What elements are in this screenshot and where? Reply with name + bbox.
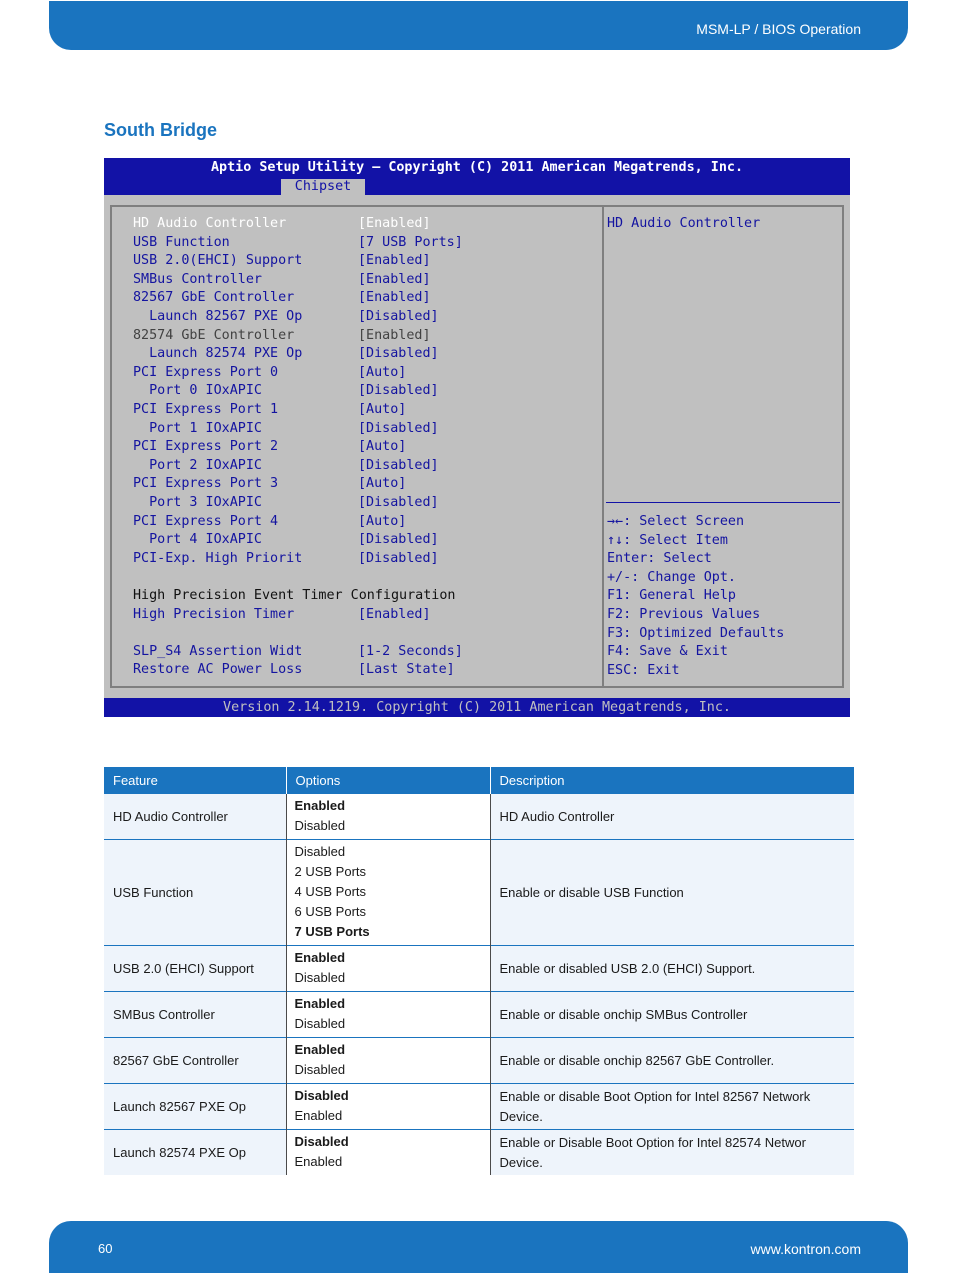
help-separator xyxy=(606,502,840,503)
description-cell: HD Audio Controller xyxy=(490,794,854,840)
description-cell: Enable or disable onchip 82567 GbE Controller. xyxy=(490,1038,854,1084)
option-value: Enabled xyxy=(294,1154,343,1169)
bios-item-label[interactable]: PCI Express Port 2 xyxy=(133,439,279,455)
key-hint: ESC: Exit xyxy=(607,662,680,678)
bios-item-value[interactable]: [Enabled] xyxy=(358,290,431,306)
key-hint: F2: Previous Values xyxy=(607,607,761,622)
bios-item-label[interactable]: SMBus Controller xyxy=(133,271,262,287)
option-value: Disabled xyxy=(294,1062,346,1077)
bios-screenshot xyxy=(104,158,850,717)
bios-item-value[interactable]: [Disabled] xyxy=(358,346,439,362)
option-value: Disabled xyxy=(294,970,346,985)
feature-cell: USB 2.0 (EHCI) Support xyxy=(104,946,286,992)
bios-item-value[interactable]: [Auto] xyxy=(358,513,407,529)
bios-item-value[interactable]: [Auto] xyxy=(358,476,407,492)
bios-item-value[interactable]: [Auto] xyxy=(358,439,407,455)
header-title: MSM-LP / BIOS Operation xyxy=(696,21,861,37)
bios-item-label[interactable]: USB Function xyxy=(133,234,230,250)
bios-item-label[interactable]: PCI-Exp. High Priorit xyxy=(133,550,303,566)
feature-cell: Launch 82567 PXE Op xyxy=(104,1084,286,1130)
key-hint: F4: Save & Exit xyxy=(607,644,728,660)
feature-cell: 82567 GbE Controller xyxy=(104,1038,286,1084)
options-table xyxy=(104,767,854,1175)
option-value: 6 USB Ports xyxy=(294,904,367,919)
bios-item-value[interactable]: [Enabled] xyxy=(358,271,431,287)
bios-item-value[interactable]: [Enabled] xyxy=(358,253,431,269)
table-row xyxy=(104,992,854,1038)
key-hint: +/-: Change Opt. xyxy=(607,569,736,585)
bios-item-label[interactable]: Port 4 IOxAPIC xyxy=(133,532,262,548)
table-row xyxy=(104,1130,854,1176)
bios-item-value[interactable]: [Enabled] xyxy=(358,327,431,343)
description-cell: Enable or disable onchip SMBus Controller xyxy=(490,992,854,1038)
bios-item-label[interactable]: PCI Express Port 1 xyxy=(133,402,279,417)
bios-item-value[interactable]: [Disabled] xyxy=(358,420,439,436)
tab-chipset[interactable]: Chipset xyxy=(281,179,365,195)
bios-item-label[interactable]: 82574 GbE Controller xyxy=(133,327,295,343)
options-cell xyxy=(286,946,490,992)
option-value: 4 USB Ports xyxy=(294,884,367,899)
bios-item-label[interactable]: Launch 82567 PXE Op xyxy=(133,309,303,324)
help-title: HD Audio Controller xyxy=(607,216,761,231)
options-cell xyxy=(286,794,490,840)
table-row xyxy=(104,794,854,840)
description-cell: Enable or disable USB Function xyxy=(490,840,854,946)
header-feature: Feature xyxy=(104,767,286,794)
bios-item-label[interactable]: PCI Express Port 0 xyxy=(133,364,279,380)
option-value: Disabled xyxy=(294,1088,349,1103)
description-cell: Enable or Disable Boot Option for Intel 82574 Networ Device. xyxy=(490,1130,854,1176)
bios-title: Aptio Setup Utility – Copyright (C) 2011 American Megatrends, Inc. xyxy=(210,160,744,175)
options-cell xyxy=(286,992,490,1038)
bios-divider xyxy=(602,205,604,688)
feature-cell: HD Audio Controller xyxy=(104,794,286,840)
description-cell: Enable or disable Boot Option for Intel 82567 Network Device. xyxy=(490,1084,854,1130)
table-row xyxy=(104,840,854,946)
header-description: Description xyxy=(490,767,854,794)
option-value: Enabled xyxy=(294,1108,343,1123)
bios-item-label[interactable]: High Precision Event Timer Configuration xyxy=(133,588,456,603)
key-hint: Enter: Select xyxy=(607,551,712,567)
feature-cell: Launch 82574 PXE Op xyxy=(104,1130,286,1176)
bios-item-value[interactable]: [Disabled] xyxy=(358,495,439,510)
key-hint: F3: Optimized Defaults xyxy=(607,625,785,641)
bios-item-value[interactable]: [Auto] xyxy=(358,402,407,417)
bios-item-label[interactable]: Port 1 IOxAPIC xyxy=(133,420,262,436)
bios-item-value[interactable]: [Disabled] xyxy=(358,532,439,548)
bios-item-label[interactable]: USB 2.0(EHCI) Support xyxy=(133,253,303,269)
table-row xyxy=(104,946,854,992)
bios-item-value[interactable]: [Disabled] xyxy=(358,550,439,566)
bios-item-value[interactable]: [Auto] xyxy=(358,364,407,380)
options-cell xyxy=(286,1038,490,1084)
option-value: Disabled xyxy=(294,1016,346,1031)
bios-item-label[interactable]: Port 0 IOxAPIC xyxy=(133,383,262,399)
bios-item-value[interactable]: [Disabled] xyxy=(358,309,439,324)
feature-cell: SMBus Controller xyxy=(104,992,286,1038)
bios-item-label[interactable]: Launch 82574 PXE Op xyxy=(133,346,303,362)
key-hint: →←: Select Screen xyxy=(607,514,745,529)
feature-cell: USB Function xyxy=(104,840,286,946)
bios-item-label[interactable]: Restore AC Power Loss xyxy=(133,662,303,678)
options-cell xyxy=(286,1130,490,1176)
option-value: Disabled xyxy=(294,1134,349,1149)
table-row xyxy=(104,1038,854,1084)
bios-item-label[interactable]: 82567 GbE Controller xyxy=(133,290,295,306)
footer-band xyxy=(49,1221,908,1273)
bios-version-bar: Version 2.14.1219. Copyright (C) 2011 American Megatrends, Inc. xyxy=(104,698,850,717)
description-cell: Enable or disabled USB 2.0 (EHCI) Support. xyxy=(490,946,854,992)
bios-item-label[interactable]: Port 3 IOxAPIC xyxy=(133,495,262,510)
table-header-row xyxy=(104,767,854,794)
key-hint: ↑↓: Select Item xyxy=(607,532,728,548)
bios-item-label[interactable]: HD Audio Controller xyxy=(133,216,287,231)
bios-item-value[interactable]: [Disabled] xyxy=(358,383,439,399)
bios-item-label[interactable]: High Precision Timer xyxy=(133,606,295,622)
header-options: Options xyxy=(286,767,490,794)
option-value: 2 USB Ports xyxy=(294,864,367,879)
bios-item-label[interactable]: PCI Express Port 3 xyxy=(133,476,279,492)
page-number: 60 xyxy=(98,1241,113,1256)
bios-item-value[interactable]: [Enabled] xyxy=(358,606,431,622)
bios-item-label[interactable]: Port 2 IOxAPIC xyxy=(133,457,262,473)
option-value: Enabled xyxy=(294,996,346,1011)
key-hint: F1: General Help xyxy=(607,588,736,604)
option-value: Disabled xyxy=(294,818,346,833)
bios-item-value[interactable]: [Last State] xyxy=(358,662,455,678)
section-title: South Bridge xyxy=(104,120,217,140)
option-value: Enabled xyxy=(294,1042,346,1057)
option-value: 7 USB Ports xyxy=(294,924,370,939)
option-value: Disabled xyxy=(294,844,346,859)
bios-item-value[interactable]: [1-2 Seconds] xyxy=(358,643,463,659)
bios-item-label[interactable]: PCI Express Port 4 xyxy=(133,513,279,529)
bios-title-bar xyxy=(104,158,850,195)
option-value: Enabled xyxy=(294,798,346,813)
options-cell xyxy=(286,1084,490,1130)
option-value: Enabled xyxy=(294,950,346,965)
bios-item-value[interactable]: [Enabled] xyxy=(358,216,431,231)
options-cell xyxy=(286,840,490,946)
bios-item-value[interactable]: [7 USB Ports] xyxy=(358,234,463,250)
website-link[interactable]: www.kontron.com xyxy=(750,1241,861,1257)
bios-item-value[interactable]: [Disabled] xyxy=(358,457,439,473)
table-row xyxy=(104,1084,854,1130)
header-band xyxy=(49,1,908,50)
bios-item-label[interactable]: SLP_S4 Assertion Widt xyxy=(133,643,303,659)
